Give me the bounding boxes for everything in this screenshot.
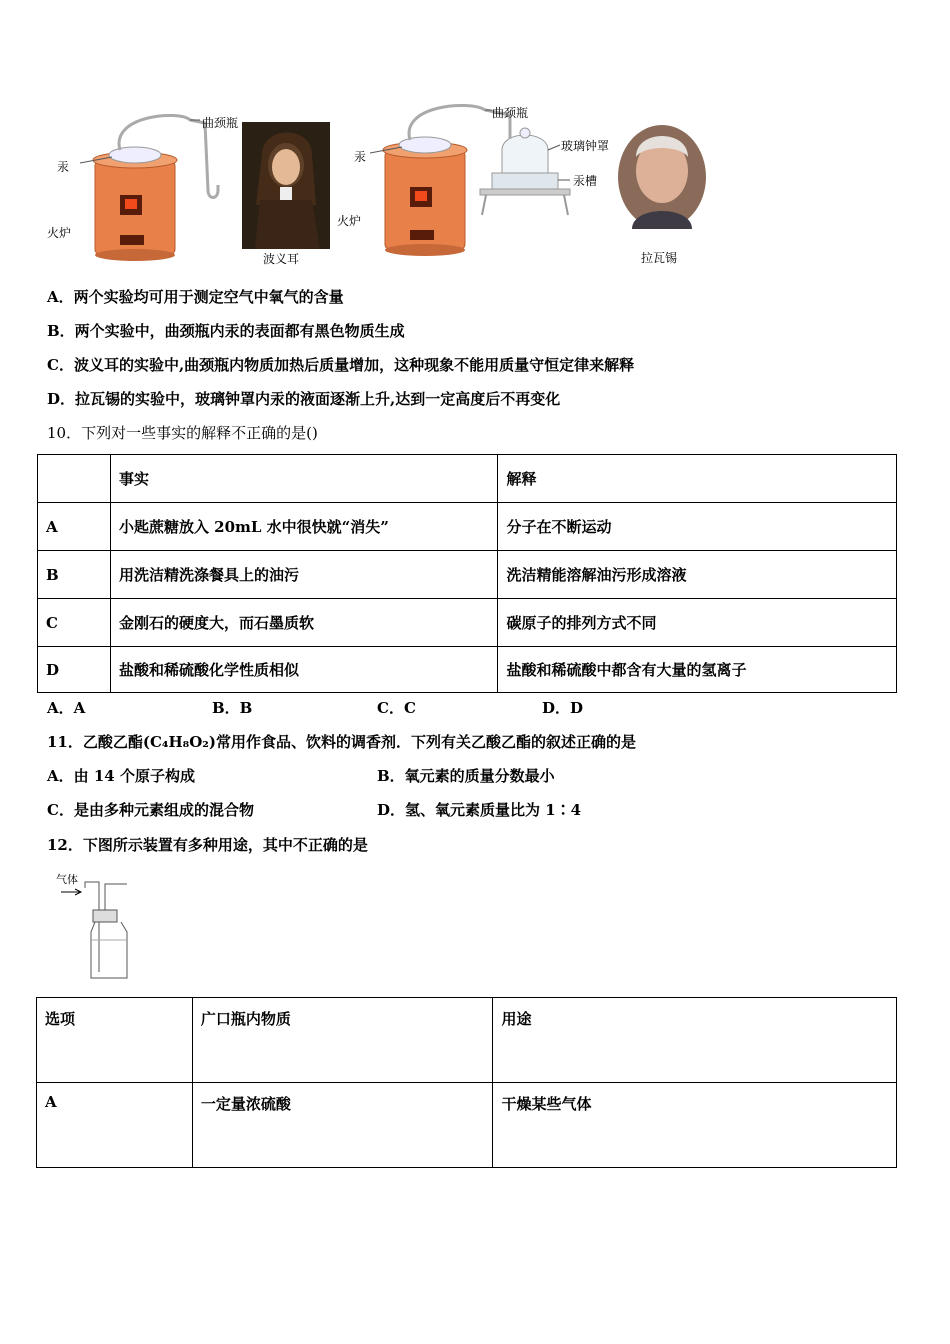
q9-option-c: C．波义耳的实验中,曲颈瓶内物质加热后质量增加，这种现象不能用质量守恒定律来解释 bbox=[47, 356, 635, 374]
table-row bbox=[38, 599, 897, 647]
table-header-cell: 用途 bbox=[493, 998, 897, 1083]
label-huolu-left: 火炉 bbox=[47, 226, 72, 240]
table-row bbox=[37, 1083, 897, 1168]
label-gongcao: 汞槽 bbox=[573, 174, 598, 188]
q12-table bbox=[36, 997, 897, 1168]
table-cell: 碳原子的排列方式不同 bbox=[498, 599, 897, 647]
q12-stem: 12．下图所示装置有多种用途，其中不正确的是 bbox=[47, 836, 368, 854]
table-row bbox=[38, 551, 897, 599]
label-gong-left: 汞 bbox=[57, 160, 70, 174]
table-cell: D bbox=[38, 647, 111, 693]
boyle-portrait bbox=[242, 122, 330, 249]
q9-option-a: A．两个实验均可用于测定空气中氧气的含量 bbox=[47, 288, 344, 306]
table-cell: B bbox=[38, 551, 111, 599]
gas-label: 气体 bbox=[56, 873, 78, 886]
table-cell: A bbox=[38, 503, 111, 551]
right-furnace-drawing bbox=[370, 105, 570, 256]
table-cell: 分子在不断运动 bbox=[498, 503, 897, 551]
table-header-cell bbox=[38, 455, 111, 503]
table-cell: 小匙蔗糖放入 20mL 水中很快就“消失” bbox=[110, 503, 498, 551]
q11-choice-d: D．氢、氧元素质量比为 1∶4 bbox=[377, 801, 582, 819]
left-furnace-drawing bbox=[80, 115, 218, 261]
table-header-cell: 事实 bbox=[110, 455, 498, 503]
table-cell: 干燥某些气体 bbox=[493, 1083, 897, 1168]
table-row bbox=[38, 647, 897, 693]
table-cell: 盐酸和稀硫酸中都含有大量的氢离子 bbox=[498, 647, 897, 693]
experiment-figure bbox=[40, 95, 720, 275]
table-cell: C bbox=[38, 599, 111, 647]
table-row bbox=[38, 503, 897, 551]
caption-lavoisier: 拉瓦锡 bbox=[641, 251, 678, 265]
q10-header-row bbox=[38, 455, 897, 503]
label-qujingping-right: 曲颈瓶 bbox=[492, 106, 529, 120]
table-header-cell: 选项 bbox=[37, 998, 193, 1083]
table-header-cell: 解释 bbox=[498, 455, 897, 503]
q10-choice-c: C．C bbox=[377, 699, 416, 717]
caption-boyle: 波义耳 bbox=[263, 252, 300, 266]
table-cell: 金刚石的硬度大，而石墨质软 bbox=[110, 599, 498, 647]
q9-option-d: D．拉瓦锡的实验中，玻璃钟罩内汞的液面逐渐上升,达到一定高度后不再变化 bbox=[47, 390, 561, 408]
q11-choice-c: C．是由多种元素组成的混合物 bbox=[47, 801, 254, 819]
q9-option-b: B．两个实验中，曲颈瓶内汞的表面都有黑色物质生成 bbox=[47, 322, 405, 340]
lavoisier-portrait bbox=[618, 125, 706, 229]
gas-washing-bottle bbox=[55, 880, 135, 984]
q10-choice-b: B．B bbox=[212, 699, 253, 717]
table-header-cell: 广口瓶内物质 bbox=[192, 998, 493, 1083]
q11-choice-b: B．氧元素的质量分数最小 bbox=[377, 767, 555, 785]
q11-stem: 11．乙酸乙酯(C₄H₈O₂)常用作食品、饮料的调香剂．下列有关乙酸乙酯的叙述正确的是 bbox=[47, 733, 636, 751]
q11-choice-a: A．由 14 个原子构成 bbox=[47, 767, 195, 785]
table-cell: 用洗洁精洗涤餐具上的油污 bbox=[110, 551, 498, 599]
q12-header-row bbox=[37, 998, 897, 1083]
table-cell: 洗洁精能溶解油污形成溶液 bbox=[498, 551, 897, 599]
table-cell: 一定量浓硫酸 bbox=[192, 1083, 493, 1168]
label-huolu-right: 火炉 bbox=[337, 214, 362, 228]
table-cell: 盐酸和稀硫酸化学性质相似 bbox=[110, 647, 498, 693]
label-gong-right: 汞 bbox=[354, 150, 367, 164]
label-bell-jar: 玻璃钟罩 bbox=[561, 139, 610, 153]
label-qujingping-left: 曲颈瓶 bbox=[202, 116, 239, 130]
q10-stem: 10．下列对一些事实的解释不正确的是() bbox=[47, 424, 318, 442]
q10-choice-a: A．A bbox=[47, 699, 86, 717]
table-cell: A bbox=[37, 1083, 193, 1168]
q10-choice-d: D．D bbox=[542, 699, 584, 717]
q10-table bbox=[37, 454, 897, 693]
